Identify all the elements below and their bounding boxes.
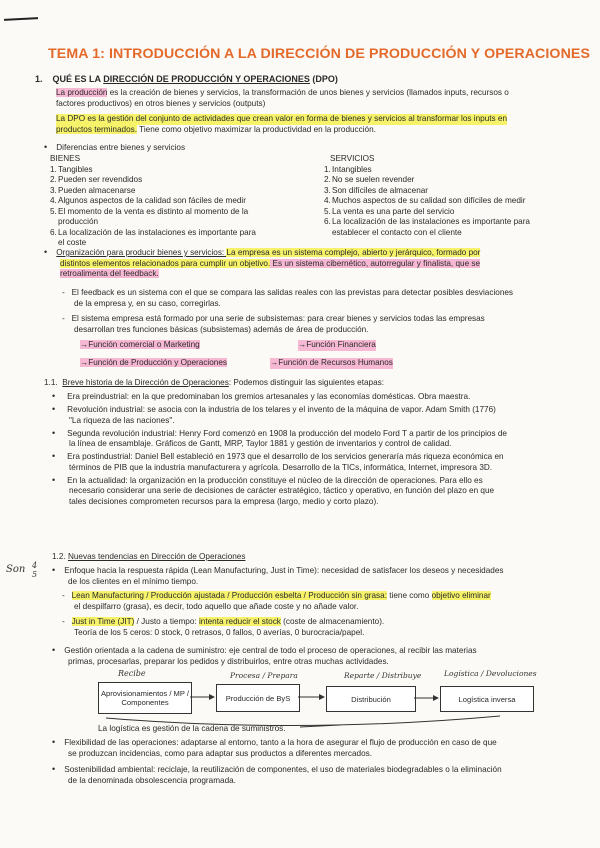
system-paragraph: - El sistema empresa está formado por una serie de subsistemas: para crear bienes y servicios todas las empresas desarrollan tres funciones básicas (subsistemas) además de área de producción. <box>62 314 485 334</box>
supply-chain-paragraph: • Gestión orientada a la cadena de suministro: eje central de todo el proceso de operaciones, al recibir las materias primas, procesarlas, preparar los pedidos y distribuirlos, entre otras muchas actividades. <box>52 645 477 666</box>
jit-paragraph: - Just in Time (JIT) / Justo a tiempo: intenta reducir el stock (coste de almacenamiento). Teoría de los 5 ceros: 0 stock, 0 retrasos, 0 fallos, 0 averías, 0 burocracia/papel. <box>62 617 385 637</box>
organization-paragraph: • Organización para producir bienes y servicios: La empresa es un sistema complejo, abierto y jerárquico, formado por distintos elementos relacionados para cumplir un objetivo. Es un sistema cibernético, autorregular y finalista, que se retroalimenta del feedback. <box>44 247 481 278</box>
text: Tiene como objetivo maximizar la productividad en la producción. <box>137 124 376 134</box>
highlight: distintos elementos relacionados para cumplir un objetivo. <box>60 258 271 268</box>
highlight: La empresa es un sistema complejo, abierto y jerárquico, formado por <box>226 248 481 257</box>
text: Teoría de los 5 ceros: 0 stock, 0 retrasos, 0 fallos, 0 averías, 0 burocracia/papel. <box>74 627 365 637</box>
highlight: intenta reducir el stock <box>198 617 281 626</box>
item-number: 3. <box>324 185 331 195</box>
text: de la empresa y, en su caso, corregirlas. <box>74 298 221 308</box>
text: tiene como <box>386 591 432 600</box>
highlight: Lean Manufacturing / Producción ajustada / Producción esbelta / Producción sin grasa: <box>71 591 387 600</box>
text: de la denominada obsolescencia programada. <box>68 775 236 785</box>
function-production: →Función de Producción y Operaciones <box>80 358 227 367</box>
hand-label-recibe: Recibe <box>118 669 146 678</box>
item-text: Pueden almacenarse <box>58 185 136 195</box>
function-financial: →Función Financiera <box>298 340 376 349</box>
item-number: 2. <box>324 175 331 184</box>
chain-note: La logística es gestión de la cadena de suministros. <box>98 724 286 733</box>
feedback-paragraph: - El feedback es un sistema con el que se compara las salidas reales con las previstas para detectar posibles desviaciones de la empresa y, en su caso, corregirlas. <box>62 288 514 308</box>
item-number: 6. <box>50 227 57 237</box>
item-text: La venta es una parte del servicio <box>332 206 455 216</box>
rapid-response: • Enfoque hacia la respuesta rápida (Lean Manufacturing, Just in Time): necesidad de satisfacer los deseos y necesidades de los clientes en el mínimo tiempo. <box>52 565 504 586</box>
hand-label-procesa: Procesa / Prepara <box>230 671 298 680</box>
text: El feedback es un sistema con el que se compara las salidas reales con las previstas para detectar posibles desviaciones <box>71 288 514 297</box>
history-line: "La riqueza de las naciones". <box>69 415 175 425</box>
box-logistica-inversa: Logística inversa <box>440 686 534 712</box>
box-aprovisionamientos: Aprovisionamientos / MP / Componentes <box>98 682 192 714</box>
item-text: Algunos aspectos de la calidad son fáciles de medir <box>58 196 246 205</box>
text: factores productivos) en otros bienes y servicios (outputs) <box>56 98 266 108</box>
text: Revolución industrial: se asocia con la industria de los telares y el invento de la máquina de vapor. Adam Smith (1776) <box>67 405 496 414</box>
bullet: • <box>52 404 56 414</box>
highlight: productos terminados. <box>56 124 138 134</box>
hand-label-logistica: Logística / Devoluciones <box>444 669 537 678</box>
column-header: BIENES <box>50 154 81 163</box>
section-1-1-heading: 1.1. Breve historia de la Dirección de Operaciones: Podemos distinguir las siguientes etapas: <box>44 378 385 387</box>
item-number: 6. <box>324 217 331 226</box>
hand-label-reparte: Reparte / Distribuye <box>344 671 422 680</box>
history-line: tales decisiones comprometen recursos para la empresa (largo, medio y corto plazo). <box>69 496 379 506</box>
text: Sostenibilidad ambiental: reciclaje, la reutilización de componentes, el uso de materiales biodegradables o la eliminación <box>64 765 502 774</box>
item-text: Intangibles <box>332 164 372 174</box>
section-title: Nuevas tendencias en Dirección de Operaciones <box>67 552 246 561</box>
text: el despilfarro (grasa), es decir, todo aquello que añade coste y no añade valor. <box>74 601 359 611</box>
text: Organización para producir bienes y servicios: <box>56 248 227 257</box>
highlight: retroalimenta del feedback. <box>60 269 159 278</box>
item-text: Pueden ser revendidos <box>58 175 143 184</box>
column-header: SERVICIOS <box>330 154 375 163</box>
function-commercial: →Función comercial o Marketing <box>80 340 200 349</box>
section-title: Breve historia de la Dirección de Operaciones <box>62 378 229 387</box>
lean-paragraph: - Lean Manufacturing / Producción ajustada / Producción esbelta / Producción sin grasa: tiene como objetivo eliminar el despilfarro (grasa), es decir, todo aquello que añade coste y no añade valor. <box>62 591 491 611</box>
box-distribucion: Distribución <box>326 686 416 712</box>
item-number: 5. <box>50 206 57 216</box>
highlight: La DPO es la gestión del conjunto de actividades que crean valor en forma de bienes y servicios al transformar los inputs en <box>56 114 508 123</box>
item-text: Son difíciles de almacenar <box>332 185 429 195</box>
box-produccion: Producción de ByS <box>216 684 300 712</box>
text: Era postindustrial: Daniel Bell estableció en 1973 que el desarrollo de los servicios generaría más riqueza económica en <box>67 452 504 461</box>
text: es la creación de bienes y servicios, la transformación de unos bienes y servicios (llamados inputs, recursos o <box>107 88 509 97</box>
history-line: términos de PIB que la industria manufacturera y agrícola. Desarrollo de la TICs, informática, Internet, impresora 3D. <box>69 462 493 472</box>
heading-part: QUÉ ES LA <box>52 74 104 84</box>
bullet: • <box>52 427 56 438</box>
text: : Podemos distinguir las siguientes etapas: <box>228 378 385 387</box>
item-number: 4. <box>50 196 57 205</box>
heading-underlined: DIRECCIÓN DE PRODUCCIÓN Y OPERACIONES <box>103 74 310 84</box>
text: El sistema empresa está formado por una serie de subsistemas: para crear bienes y servicios todas las empresas <box>71 314 485 323</box>
item-text: el coste <box>58 238 87 247</box>
item-text: Muchos aspectos de su calidad son difíciles de medir <box>332 196 526 205</box>
item-text: producción <box>58 217 99 226</box>
item-number: 4. <box>324 196 331 205</box>
heading-part: (DPO) <box>309 74 338 84</box>
text: desarrollan tres funciones básicas (subsistemas) además de área de producción. <box>74 324 369 334</box>
item-text: La localización de las instalaciones es importante para <box>332 217 530 226</box>
item-text: El momento de la venta es distinto al momento de la <box>58 206 249 216</box>
text: (coste de almacenamiento). <box>280 617 385 626</box>
flexibility-paragraph: • Flexibilidad de las operaciones: adaptarse al entorno, tanto a la hora de asegurar el flujo de producción en caso de que se produzcan incidencias, como para adaptar sus productos a diferentes mercados. <box>52 737 497 758</box>
text: Diferencias entre bienes y servicios <box>56 143 186 152</box>
item-number: 1. <box>324 164 331 174</box>
margin-note: Son 4 5 <box>6 561 38 579</box>
page-title: TEMA 1: INTRODUCCIÓN A LA DIRECCIÓN DE PRODUCCIÓN Y OPERACIONES <box>48 46 591 62</box>
section-number: 1. <box>35 74 43 84</box>
history-line: la línea de ensamblaje. Gráficos de Gantt, MRP, Taylor 1881 y gestión de inventarios y control de calidad. <box>69 439 452 448</box>
text: En la actualidad: la organización en la producción constituye el núcleo de la dirección de operaciones. Para ello es <box>67 475 483 485</box>
bullet: • <box>52 474 56 485</box>
item-text: establecer el contacto con el cliente <box>332 227 462 237</box>
item-text: La localización de las instalaciones es importante para <box>58 227 256 237</box>
item-number: 2. <box>50 175 57 184</box>
section-1-2-heading: 1.2. Nuevas tendencias en Dirección de Operaciones <box>52 552 246 561</box>
text: / Justo a tiempo: <box>134 617 199 626</box>
highlight: Just in Time (JIT) <box>71 617 135 626</box>
highlight: Es un sistema cibernético, autorregular y finalista, que se <box>270 258 481 268</box>
text: Flexibilidad de las operaciones: adaptarse al entorno, tanto a la hora de asegurar el flujo de producción en caso de que <box>64 738 497 747</box>
sustainability-paragraph: • Sostenibilidad ambiental: reciclaje, la reutilización de componentes, el uso de materiales biodegradables o la eliminación de la denominada obsolescencia programada. <box>52 764 502 785</box>
item-number: 1. <box>50 164 57 174</box>
text: Era preindustrial: en la que predominaban los gremios artesanales y las economías domésticas. Obra maestra. <box>67 392 471 401</box>
text: se produzcan incidencias, como para adaptar sus productos a diferentes mercados. <box>68 748 373 758</box>
function-hr: →Función de Recursos Humanos <box>270 358 393 367</box>
text: Segunda revolución industrial: Henry Ford comenzó en 1908 la producción del modelo Ford T a partir de los principios de <box>67 428 507 438</box>
bullet: • <box>52 451 56 461</box>
item-text: No se suelen revender <box>332 175 415 184</box>
highlight: La producción <box>56 88 108 97</box>
bullet: • <box>52 391 56 401</box>
text: Enfoque hacia la respuesta rápida (Lean Manufacturing, Just in Time): necesidad de satisfacer los deseos y necesidades <box>64 566 504 575</box>
text: primas, procesarlas, preparar los pedidos y distribuirlos, entre otras muchas actividades. <box>68 656 389 666</box>
item-number: 3. <box>50 185 57 195</box>
differences-bullet: • Diferencias entre bienes y servicios <box>44 142 186 152</box>
item-number: 5. <box>324 206 331 216</box>
text: de los clientes en el mínimo tiempo. <box>68 576 199 586</box>
highlight: objetivo eliminar <box>431 591 491 600</box>
text: Gestión orientada a la cadena de suministro: eje central de todo el proceso de operaciones, al recibir las materias <box>64 646 477 655</box>
item-text: Tangibles <box>58 164 93 174</box>
history-line: necesario considerar una serie de decisiones de carácter estratégico, táctico y operativo, en función del plazo en que <box>69 486 495 495</box>
